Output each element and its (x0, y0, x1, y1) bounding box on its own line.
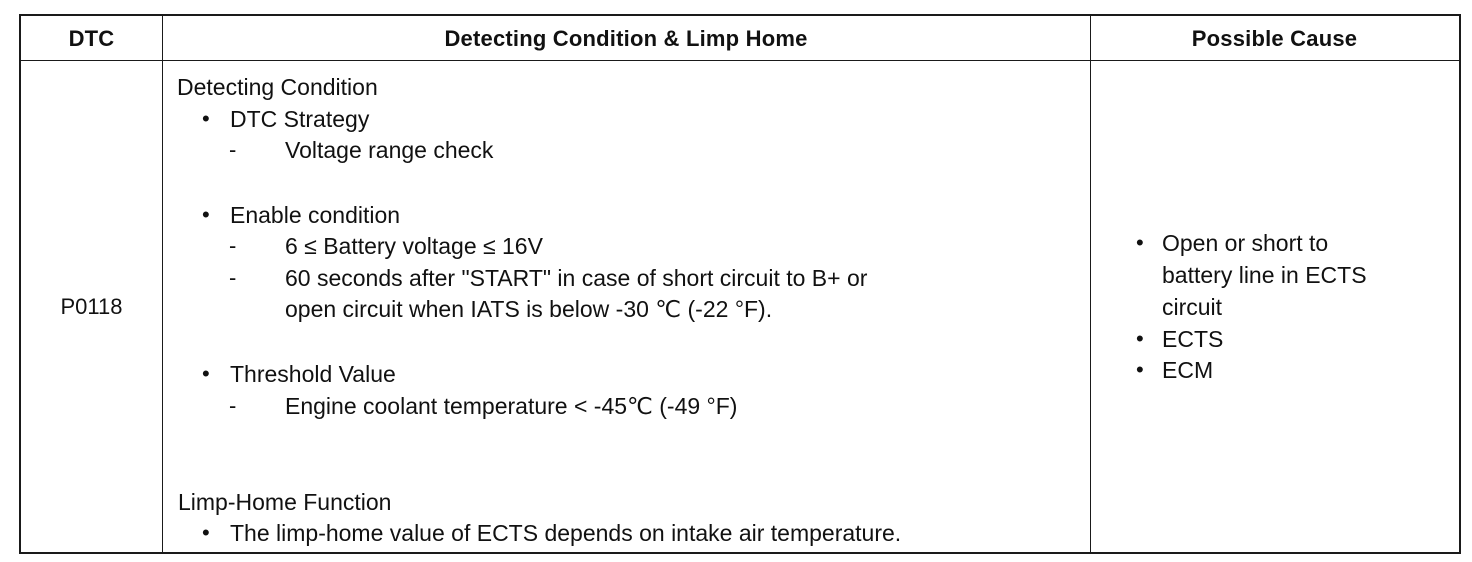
cause-1-line-3: circuit (1162, 294, 1223, 320)
bullet-dtc-strategy: • (202, 106, 210, 131)
cause-1-line-1: Open or short to (1162, 230, 1329, 256)
bullet-limp-home: • (202, 520, 210, 545)
cause-2: ECTS (1162, 326, 1224, 352)
header-detecting-condition: Detecting Condition & Limp Home (444, 26, 808, 51)
header-dtc: DTC (68, 26, 115, 51)
dtc-code-cell (21, 62, 162, 552)
dash-1: - (229, 137, 237, 162)
dash-4: - (229, 393, 237, 418)
dash-3: - (229, 265, 237, 290)
threshold-value-label: Threshold Value (230, 361, 396, 387)
bullet-cause-1: • (1136, 230, 1144, 255)
enable-condition-label: Enable condition (230, 202, 401, 228)
header-possible-cause: Possible Cause (1191, 26, 1358, 51)
enable-condition-item-2-cont: open circuit when IATS is below -30 ℃ (-22 °F). (285, 296, 773, 322)
dtc-strategy-item: Voltage range check (285, 137, 494, 163)
limp-home-item: The limp-home value of ECTS depends on intake air temperature. (230, 520, 902, 546)
cause-3: ECM (1162, 357, 1214, 383)
bullet-enable-condition: • (202, 202, 210, 227)
bullet-cause-2: • (1136, 326, 1144, 351)
limp-home-title: Limp-Home Function (178, 489, 392, 515)
dtc-table (19, 14, 1461, 554)
enable-condition-item-1: 6 ≤ Battery voltage ≤ 16V (285, 233, 543, 259)
bullet-cause-3: • (1136, 357, 1144, 382)
threshold-value-item: Engine coolant temperature < -45℃ (-49 °F) (285, 393, 738, 419)
bullet-threshold-value: • (202, 361, 210, 386)
enable-condition-item-2: 60 seconds after "START" in case of short circuit to B+ or (285, 265, 868, 291)
column-divider-1 (162, 16, 163, 552)
cause-1-line-2: battery line in ECTS (1162, 262, 1367, 288)
column-divider-2 (1090, 16, 1091, 552)
dtc-code: P0118 (60, 294, 123, 319)
dash-2: - (229, 233, 237, 258)
dtc-strategy-label: DTC Strategy (230, 106, 370, 132)
detecting-condition-title: Detecting Condition (177, 74, 378, 100)
